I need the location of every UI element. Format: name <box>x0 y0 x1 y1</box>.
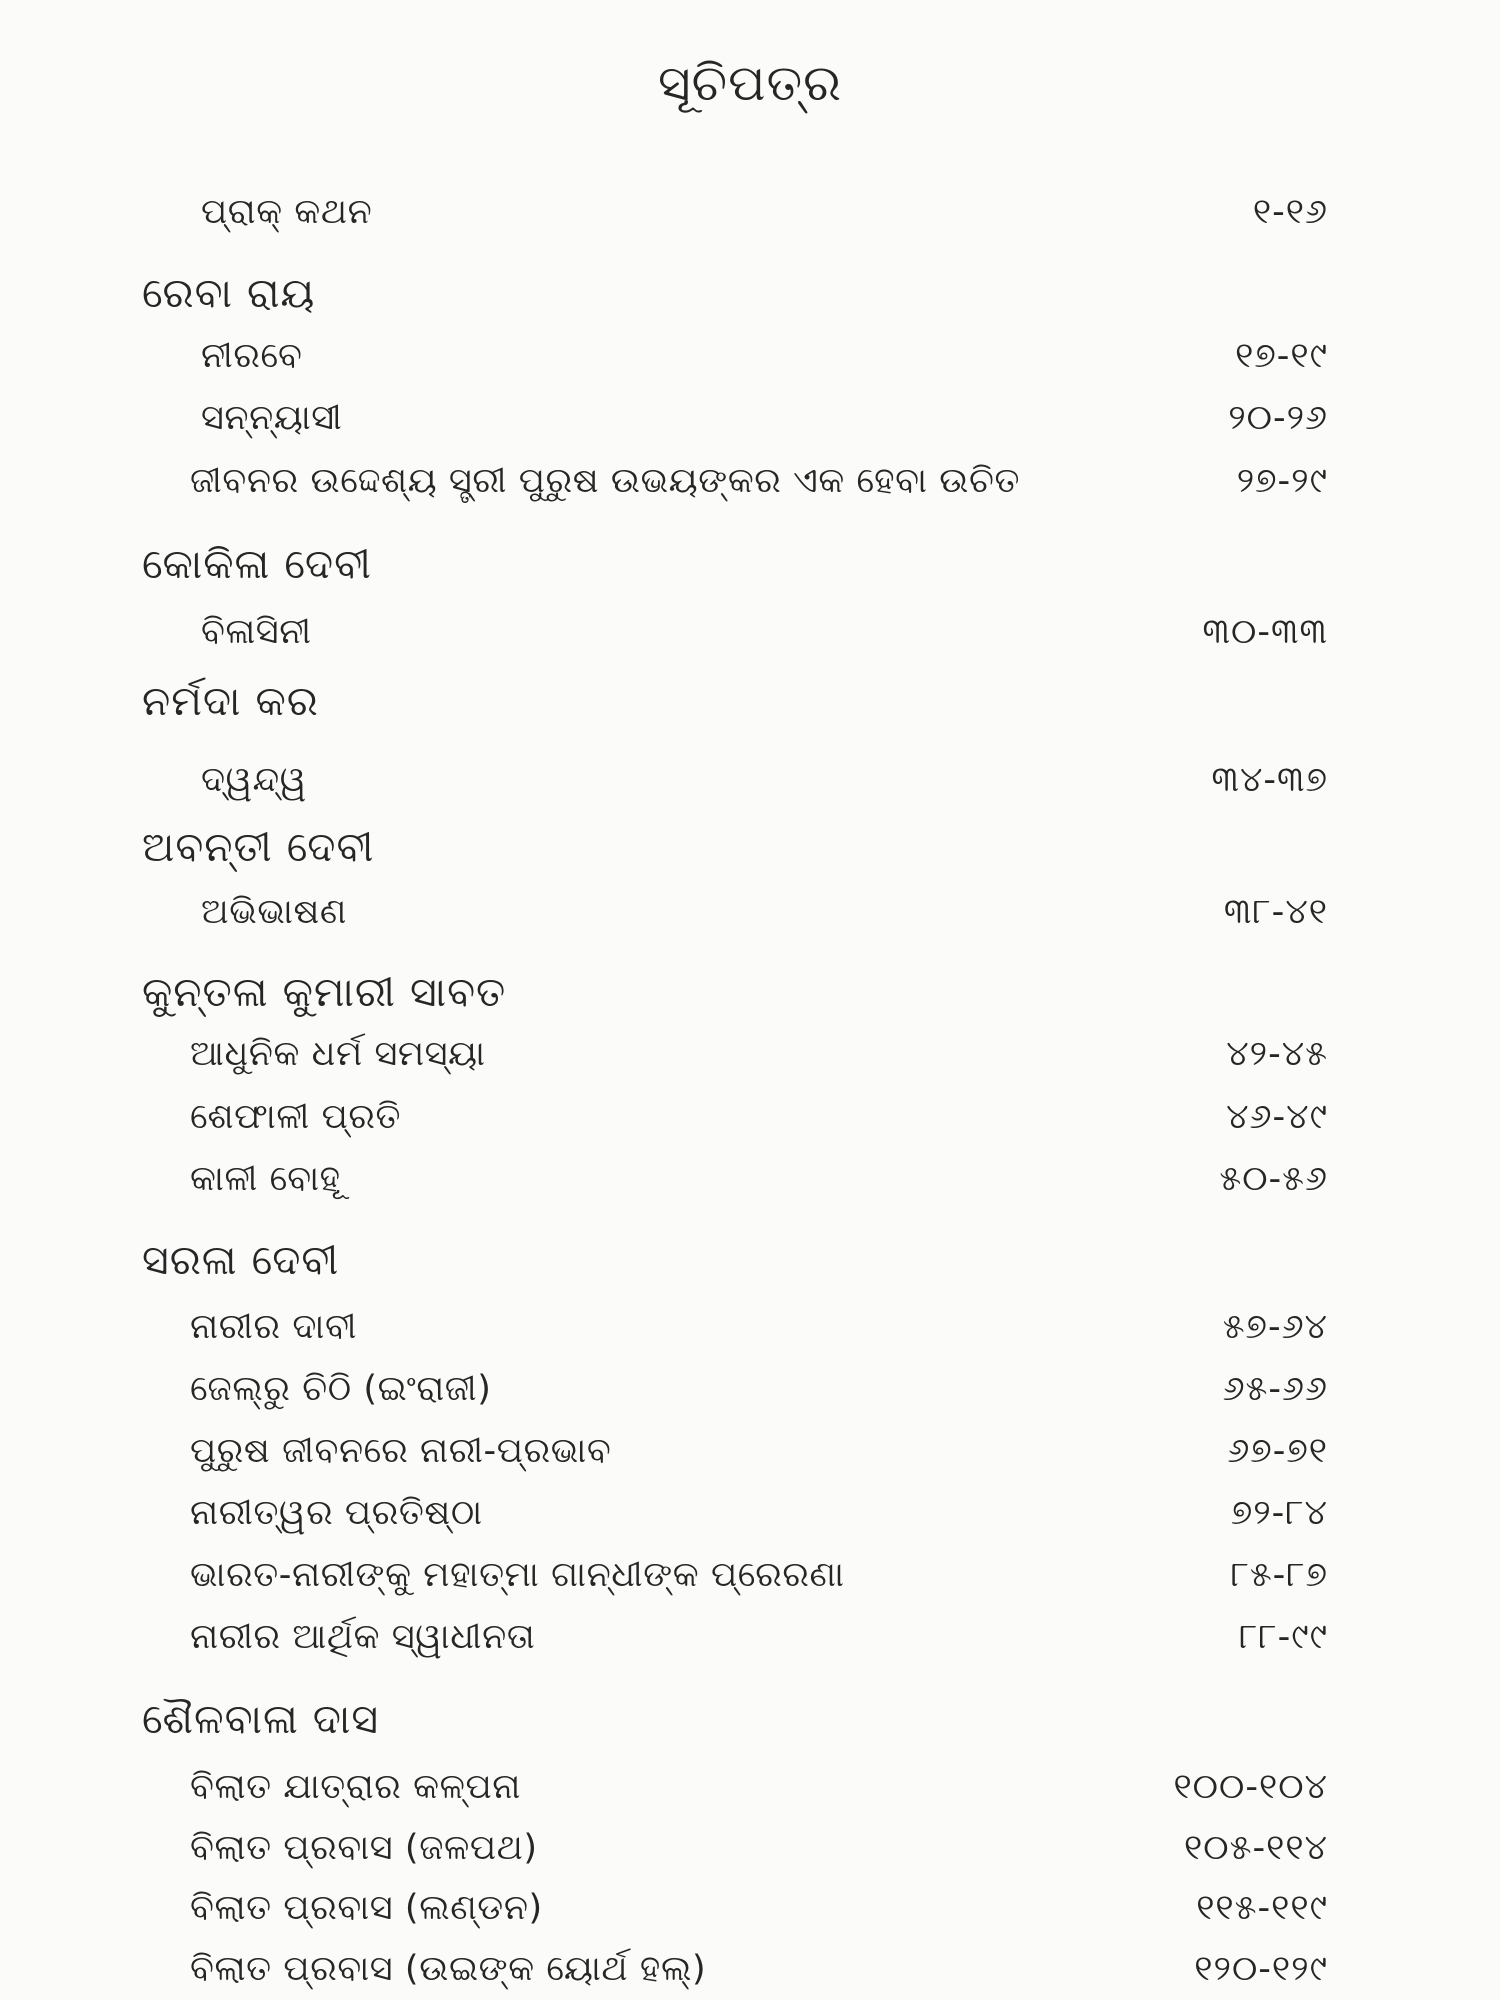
essay-entry <box>0 1548 1500 1602</box>
essay-entry <box>0 753 1500 807</box>
essay-entry <box>0 185 1500 239</box>
page-range: ୫୦-୫୬ <box>1219 1159 1328 1199</box>
essay-entry <box>0 1610 1500 1664</box>
author-heading <box>0 1692 1500 1746</box>
essay-entry <box>0 329 1500 383</box>
essay-entry <box>0 1152 1500 1206</box>
essay-entry <box>0 1760 1500 1814</box>
essay-title: ଶେଫାଳୀ ପ୍ରତି <box>190 1097 402 1137</box>
essay-title: ବିଲାତ ପ୍ରବାସ (ଲଣ୍ଡନ) <box>190 1888 543 1928</box>
author-heading <box>0 1233 1500 1287</box>
essay-title: ପ୍ରାକ୍ କଥନ <box>201 192 373 232</box>
essay-entry <box>0 1486 1500 1540</box>
essay-entry <box>0 454 1500 508</box>
essay-title: ନାରୀର ଆର୍ଥିକ ସ୍ୱାଧୀନତା <box>190 1617 536 1657</box>
essay-entry <box>0 1821 1500 1875</box>
author-name: ଶୈଳବାଳା ଦାସ <box>142 1695 380 1743</box>
essay-entry <box>0 885 1500 939</box>
page-range: ୧-୧୬ <box>1252 192 1328 232</box>
author-name: କୋକିଳା ଦେବୀ <box>142 540 372 588</box>
essay-title: ଭାରତ-ନାରୀଙ୍କୁ ମହାତ୍ମା ଗାନ୍ଧୀଙ୍କ ପ୍ରେରଣା <box>190 1555 845 1595</box>
page-range: ୧୦୦-୧୦୪ <box>1173 1767 1328 1807</box>
essay-entry <box>0 1424 1500 1478</box>
page-range: ୨୦-୨୬ <box>1228 398 1328 438</box>
essay-title: ଆଧୁନିକ ଧର୍ମ ସମସ୍ୟା <box>190 1034 486 1074</box>
author-heading <box>0 537 1500 591</box>
essay-entry <box>0 1300 1500 1354</box>
essay-entry <box>0 1881 1500 1935</box>
page-range: ୪୨-୪୫ <box>1226 1034 1328 1074</box>
essay-title: ନୀରବେ <box>201 336 303 376</box>
author-name: ରେବା ରାୟ <box>142 269 316 317</box>
author-name: ସରଳା ଦେବୀ <box>142 1236 340 1284</box>
essay-title: ସନ୍ନ୍ୟାସୀ <box>201 398 343 438</box>
author-heading <box>0 820 1500 874</box>
page-range: ୩୪-୩୭ <box>1211 760 1328 800</box>
page-range: ୮୮-୯୯ <box>1239 1617 1328 1657</box>
essay-entry <box>0 391 1500 445</box>
essay-entry <box>0 1090 1500 1144</box>
page-range: ୬୫-୬୬ <box>1222 1369 1328 1409</box>
author-name: କୁନ୍ତଳା କୁମାରୀ ସାବତ <box>142 968 507 1016</box>
essay-title: ଅଭିଭାଷଣ <box>201 892 347 932</box>
page-range: ୧୦୫-୧୧୪ <box>1184 1828 1328 1868</box>
page-range: ୪୬-୪୯ <box>1226 1097 1328 1137</box>
essay-title: ବିଲାତ ଯାତ୍ରାର କଳ୍ପନା <box>190 1767 521 1807</box>
author-heading <box>0 965 1500 1019</box>
author-heading <box>0 674 1500 728</box>
page-range: ୮୫-୮୭ <box>1230 1555 1328 1595</box>
author-name: ନର୍ମଦା କର <box>142 677 319 725</box>
page-range: ୧୭-୧୯ <box>1235 336 1328 376</box>
essay-title: ବିଳାସିନୀ <box>201 612 312 652</box>
page-range: ୩୦-୩୩ <box>1202 612 1328 652</box>
essay-title: କାଳୀ ବୋହୂ <box>190 1159 341 1199</box>
essay-title: ଜେଲ୍‌ରୁ ଚିଠି (ଇଂରାଜୀ) <box>190 1369 492 1409</box>
essay-title: ବିଲାତ ପ୍ରବାସ (ଜଳପଥ) <box>190 1828 538 1868</box>
essay-entry <box>0 1362 1500 1416</box>
essay-entry <box>0 1942 1500 1996</box>
essay-title: ଜୀବନର ଉଦ୍ଦେଶ୍ୟ ସ୍ତ୍ରୀ ପୁରୁଷ ଉଭୟଙ୍କର ଏକ ହେବା ଉଚିତ <box>190 461 1021 501</box>
page-range: ୧୧୫-୧୧୯ <box>1196 1888 1328 1928</box>
page-range: ୨୭-୨୯ <box>1236 461 1328 501</box>
page-range: ୫୭-୬୪ <box>1222 1307 1328 1347</box>
page-title: ସୂଚିପତ୍ର <box>657 54 843 112</box>
essay-entry <box>0 605 1500 659</box>
essay-title: ନାରୀର ଦାବୀ <box>190 1307 358 1347</box>
essay-title: ନାରୀତ୍ୱର ପ୍ରତିଷ୍ଠା <box>190 1493 483 1533</box>
page-range: ୬୭-୭୧ <box>1227 1431 1328 1471</box>
page-range: ୧୨୦-୧୨୯ <box>1194 1949 1328 1989</box>
page-range: ୩୮-୪୧ <box>1223 892 1328 932</box>
essay-title: ପୁରୁଷ ଜୀବନରେ ନାରୀ-ପ୍ରଭାବ <box>190 1431 612 1471</box>
essay-entry <box>0 1027 1500 1081</box>
essay-title: ଦ୍ୱନ୍ଦ୍ୱ <box>201 760 307 800</box>
author-name: ଅବନ୍ତୀ ଦେବୀ <box>142 823 375 871</box>
page-range: ୭୨-୮୪ <box>1230 1493 1328 1533</box>
author-heading <box>0 266 1500 320</box>
essay-title: ବିଲାତ ପ୍ରବାସ (ଉଇଙ୍କ ୟୋର୍ଥ ହଲ୍) <box>190 1949 707 1989</box>
